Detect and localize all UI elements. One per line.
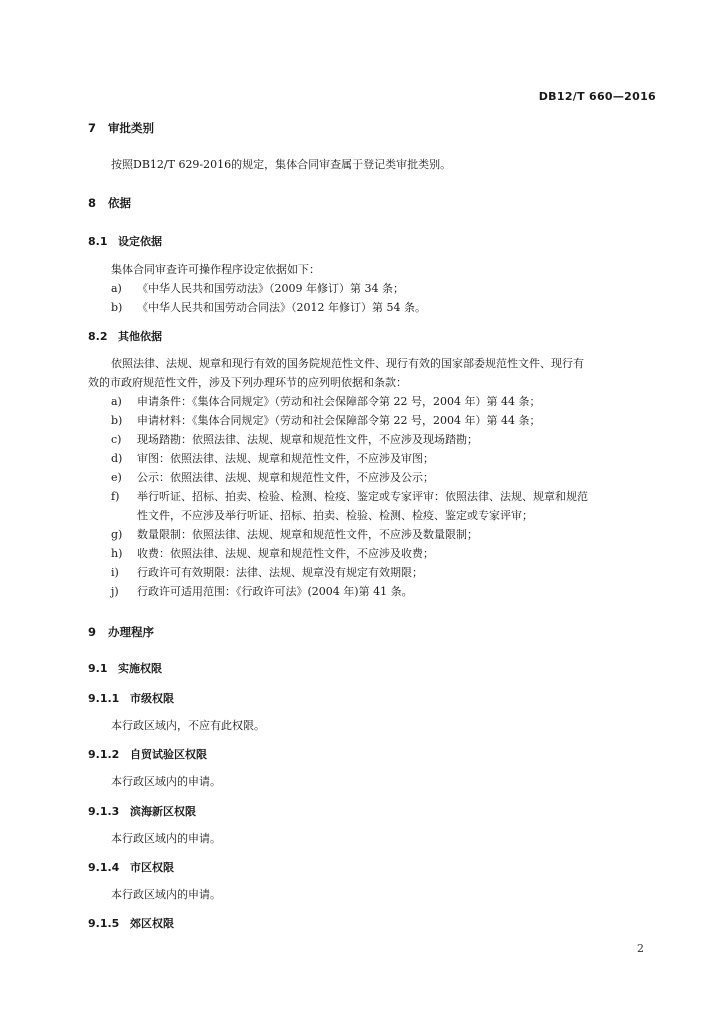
section-9-1-2-heading [88, 746, 207, 762]
list-item [111, 450, 434, 466]
list-marker: b) [111, 414, 123, 427]
list-text: 申请材料：《集体合同规定》（劳动和社会保障部令第 22 号，2004 年）第 44 条； [137, 414, 541, 427]
section-number: 9.1.5 [88, 917, 120, 930]
section-8-2-intro-line-2: 效的市政府规范性文件，涉及下列办理环节的应列明依据和条款： [88, 376, 407, 389]
list-text: 数量限制：依照法律、法规、规章和规范性文件，不应涉及数量限制； [137, 528, 478, 541]
list-item [111, 564, 423, 580]
section-number: 9 [88, 625, 97, 639]
section-9-1-heading [88, 660, 162, 676]
section-8-2-heading [88, 328, 162, 344]
list-marker: a) [111, 395, 122, 408]
section-8-1-intro: 集体合同审查许可操作程序设定依据如下： [111, 263, 320, 276]
list-text: 行政许可有效期限：法律、法规、规章没有规定有效期限； [137, 566, 423, 579]
list-item [111, 431, 478, 447]
section-9-1-4-text: 本行政区域内的申请。 [111, 888, 221, 901]
section-8-2-intro-line-1: 依照法律、法规、规章和现行有效的国务院规范性文件、现行有效的国家部委规范性文件、现行有 [111, 357, 584, 370]
section-number: 9.1.3 [88, 805, 120, 818]
section-9-heading [88, 624, 154, 640]
list-text: 《中华人民共和国劳动法》（2009 年修订）第 34 条； [137, 282, 404, 295]
list-text: 公示：依照法律、法规、规章和规范性文件，不应涉及公示； [137, 471, 434, 484]
section-9-1-5-heading [88, 915, 174, 931]
section-number: 9.1.2 [88, 748, 120, 761]
list-item [111, 488, 588, 504]
list-marker: i) [111, 566, 119, 579]
section-9-1-3-text: 本行政区域内的申请。 [111, 832, 221, 845]
list-marker: f) [111, 490, 120, 503]
section-number: 8.1 [88, 235, 108, 248]
list-marker: a) [111, 282, 122, 295]
section-number: 7 [88, 121, 97, 135]
list-marker: c) [111, 433, 122, 446]
list-item-continuation [111, 507, 533, 523]
section-9-1-1-text: 本行政区域内，不应有此权限。 [111, 719, 265, 732]
list-item [111, 299, 426, 315]
section-7-heading [88, 120, 154, 136]
section-8-1-heading [88, 233, 162, 249]
list-marker: b) [111, 301, 123, 314]
list-text: 举行听证、招标、拍卖、检验、检测、检疫、鉴定或专家评审：依照法律、法规、规章和规范 [137, 490, 588, 503]
section-title: 自贸试验区权限 [130, 748, 207, 761]
section-7-text: 按照DB12/T 629-2016的规定，集体合同审查属于登记类审批类别。 [111, 158, 452, 171]
section-title: 审批类别 [108, 121, 154, 135]
list-text: 行政许可适用范围：《行政许可法》(2004 年)第 41 条。 [137, 585, 413, 598]
list-item [111, 393, 540, 409]
section-title: 其他依据 [118, 330, 162, 343]
list-item [111, 526, 478, 542]
list-marker: h) [111, 547, 123, 560]
section-title: 市级权限 [130, 692, 174, 705]
section-number: 8 [88, 196, 97, 210]
list-item [111, 545, 434, 561]
section-9-1-1-heading [88, 690, 174, 706]
section-9-1-4-heading [88, 859, 174, 875]
section-number: 8.2 [88, 330, 108, 343]
section-title: 依据 [108, 196, 131, 210]
section-number: 9.1.1 [88, 692, 120, 705]
section-title: 实施权限 [118, 662, 162, 675]
list-item [111, 412, 540, 428]
list-item [111, 583, 413, 599]
section-9-1-2-text: 本行政区域内的申请。 [111, 775, 221, 788]
section-9-1-3-heading [88, 803, 196, 819]
section-title: 郊区权限 [130, 917, 174, 930]
list-text: 《中华人民共和国劳动合同法》（2012 年修订）第 54 条。 [137, 301, 426, 314]
list-text: 收费：依照法律、法规、规章和规范性文件，不应涉及收费； [137, 547, 434, 560]
list-item [111, 280, 404, 296]
list-marker: e) [111, 471, 122, 484]
list-marker: d) [111, 452, 123, 465]
section-title: 市区权限 [130, 861, 174, 874]
document-code: DB12/T 660—2016 [538, 90, 656, 103]
page-number: 2 [637, 942, 644, 955]
section-number: 9.1.4 [88, 861, 120, 874]
section-title: 设定依据 [118, 235, 162, 248]
section-8-heading [88, 195, 131, 211]
list-text: 现场踏勘：依照法律、法规、规章和规范性文件，不应涉及现场踏勘； [137, 433, 478, 446]
list-marker: g) [111, 528, 123, 541]
section-number: 9.1 [88, 662, 108, 675]
list-text: 申请条件：《集体合同规定》（劳动和社会保障部令第 22 号，2004 年）第 44 条； [137, 395, 541, 408]
list-text: 审图：依照法律、法规、规章和规范性文件，不应涉及审图； [137, 452, 434, 465]
list-marker: j) [111, 585, 119, 598]
list-item [111, 469, 434, 485]
list-text: 性文件，不应涉及举行听证、招标、拍卖、检验、检测、检疫、鉴定或专家评审； [137, 509, 533, 522]
section-title: 滨海新区权限 [130, 805, 196, 818]
section-title: 办理程序 [108, 625, 154, 639]
